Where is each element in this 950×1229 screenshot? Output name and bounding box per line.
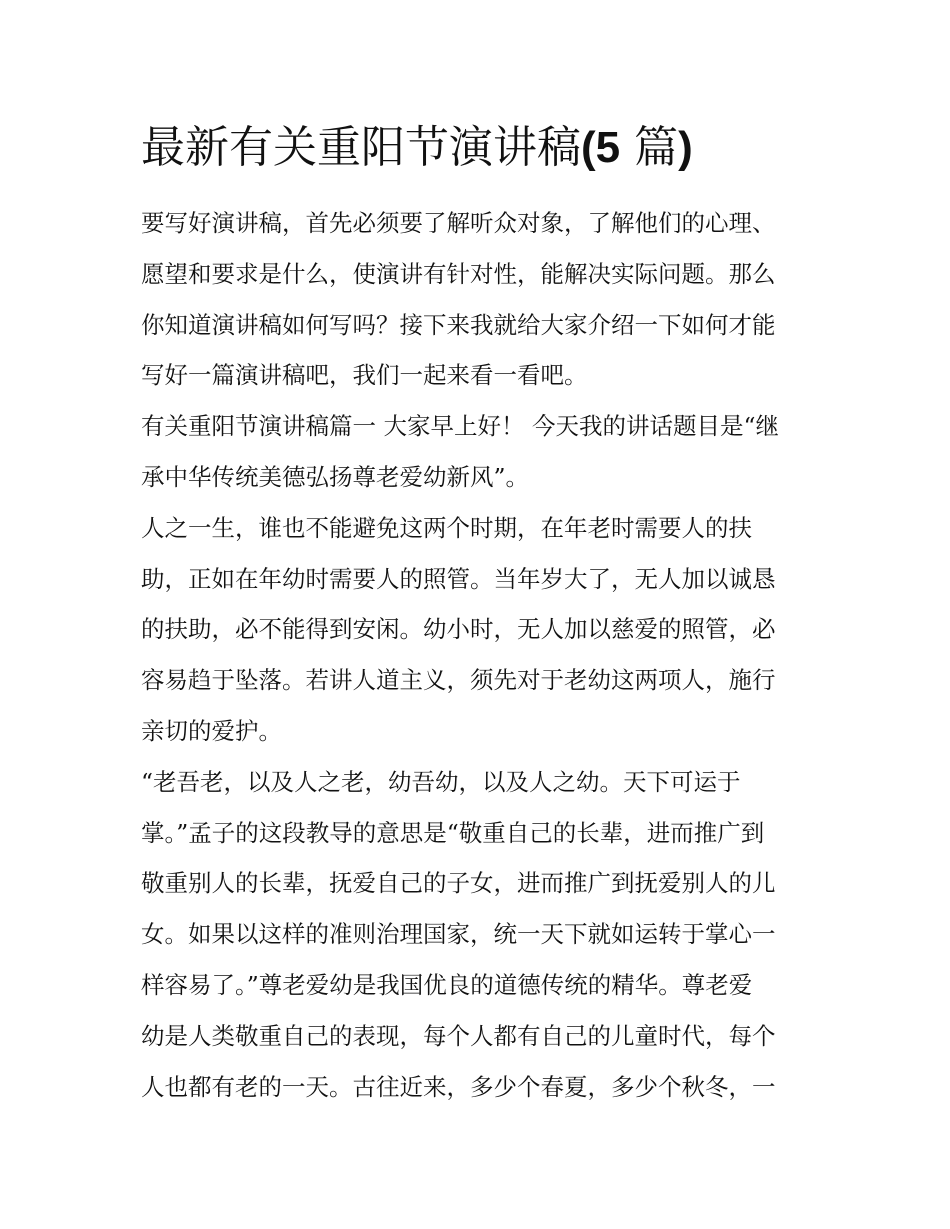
body-line: 的扶助，必不能得到安闲。幼小时，无人加以慈爱的照管，必 xyxy=(141,615,776,644)
body-line: 样容易了。”尊老爱幼是我国优良的道德传统的精华。尊老爱 xyxy=(141,970,753,999)
body-line: “老吾老，以及人之老，幼吾幼，以及人之幼。天下可运于 xyxy=(141,767,741,796)
body-line: 写好一篇演讲稿吧，我们一起来看一看吧。 xyxy=(141,361,588,390)
body-line: 掌。”孟子的这段教导的意思是“敬重自己的长辈，进而推广到 xyxy=(141,818,765,847)
body-line: 有关重阳节演讲稿篇一 大家早上好！ 今天我的讲话题目是“继 xyxy=(141,412,779,441)
body-line: 容易趋于坠落。若讲人道主义，须先对于老幼这两项人，施行 xyxy=(141,666,776,695)
title-count: 5 xyxy=(595,123,621,172)
body-line: 你知道演讲稿如何写吗？接下来我就给大家介绍一下如何才能 xyxy=(141,310,776,339)
body-line: 助，正如在年幼时需要人的照管。当年岁大了，无人加以诚恳 xyxy=(141,564,776,593)
body-line: 人也都有老的一天。古往近来，多少个春夏，多少个秋冬，一 xyxy=(141,1072,776,1101)
title-open-paren: ( xyxy=(581,123,596,172)
document-title xyxy=(141,116,693,180)
body-line: 幼是人类敬重自己的表现，每个人都有自己的儿童时代，每个 xyxy=(141,1021,776,1050)
body-line: 愿望和要求是什么，使演讲有针对性，能解决实际问题。那么 xyxy=(141,259,776,288)
title-main-text: 最新有关重阳节演讲稿 xyxy=(141,122,581,173)
body-line: 敬重别人的长辈，抚爱自己的子女，进而推广到抚爱别人的儿 xyxy=(141,869,776,898)
document-body xyxy=(141,198,813,1112)
body-line: 亲切的爱护。 xyxy=(141,716,282,745)
body-line: 要写好演讲稿，首先必须要了解听众对象，了解他们的心理、 xyxy=(141,209,776,237)
body-line: 女。如果以这样的准则治理国家，统一天下就如运转于掌心一 xyxy=(141,920,776,949)
body-line: 承中华传统美德弘扬尊老爱幼新风”。 xyxy=(141,462,530,491)
body-line: 人之一生，谁也不能避免这两个时期，在年老时需要人的扶 xyxy=(141,513,752,542)
title-close-paren: ) xyxy=(678,123,693,172)
title-unit: 篇 xyxy=(620,122,679,173)
